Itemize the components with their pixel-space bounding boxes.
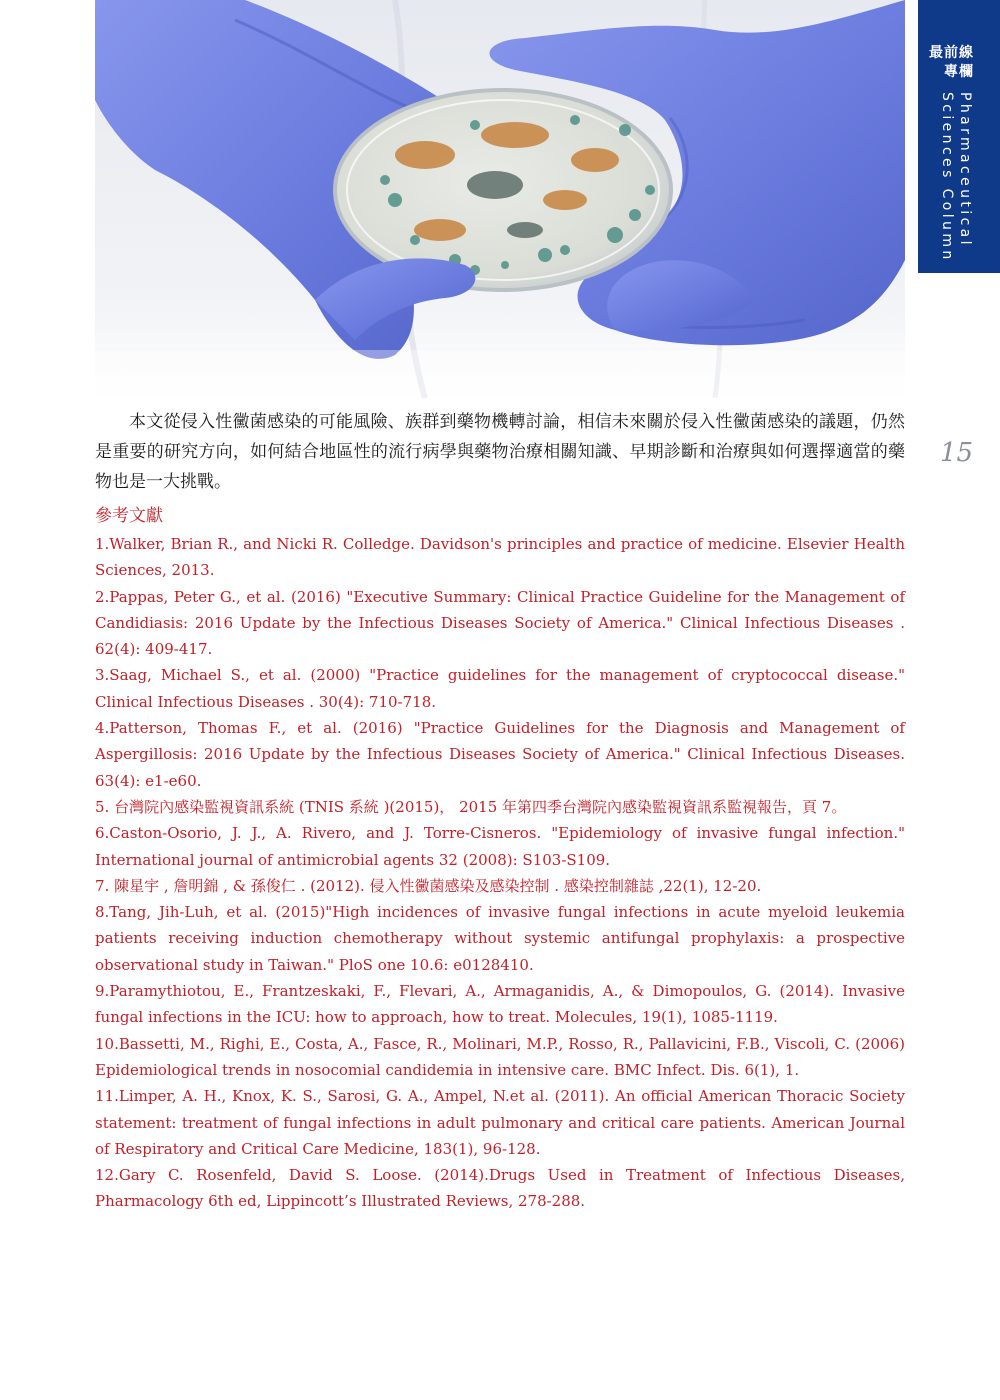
gloved-hands-petri-dish-image bbox=[95, 0, 905, 398]
reference-item: 9.Paramythiotou, E., Frantzeskaki, F., Flevari, A., Armaganidis, A., & Dimopoulos, G. (2014). Invasive fungal infections in the ICU: how to approach, how to treat. Molecules, 19(1), 1085-1119. bbox=[95, 982, 905, 1027]
reference-item: 1.Walker, Brian R., and Nicki R. Colledge. Davidson's principles and practice of medicine. Elsevier Health Sciences, 2013. bbox=[95, 535, 905, 580]
reference-item: 3.Saag, Michael S., et al. (2000) "Practice guidelines for the management of cryptococcal disease." Clinical Infectious Diseases . 30(4): 710-718. bbox=[95, 666, 905, 711]
reference-item: 4.Patterson, Thomas F., et al. (2016) "Practice Guidelines for the Diagnosis and Management of Aspergillosis: 2016 Update by the Infectious Diseases Society of America." Clinical Infectious Diseases. 63(4): e1-e60. bbox=[95, 719, 905, 790]
reference-item: 12.Gary C. Rosenfeld, David S. Loose. (2014).Drugs Used in Treatment of Infectious Diseases, Pharmacology 6th ed, Lippincott’s Illustrated Reviews, 278-288. bbox=[95, 1166, 905, 1211]
references-section bbox=[95, 503, 905, 1215]
column-english-line2: Sciences Column bbox=[939, 92, 955, 263]
page-number: 15 bbox=[940, 438, 974, 468]
references-title: 參考文獻 bbox=[95, 506, 163, 526]
reference-item: 7. 陳星宇 , 詹明錦 , & 孫俊仁 . (2012). 侵入性黴菌感染及感染控制 . 感染控制雜誌 ,22(1), 12-20. bbox=[95, 876, 762, 895]
column-title-line2: 專欄 bbox=[944, 64, 974, 80]
intro-paragraph: 本文從侵入性黴菌感染的可能風險、族群到藥物機轉討論，相信未來關於侵入性黴菌感染的議題，仍然是重要的研究方向，如何結合地區性的流行病學與藥物治療相關知識、早期診斷和治療與如何選擇適當的藥物也是一大挑戰。 bbox=[95, 412, 905, 492]
reference-item: 2.Pappas, Peter G., et al. (2016) "Executive Summary: Clinical Practice Guideline for the Management of Candidiasis: 2016 Update by the Infectious Diseases Society of America." Clinical Infectious Diseases . 62(4): 409-417. bbox=[95, 587, 905, 659]
column-english-title bbox=[938, 92, 974, 263]
column-title-line1: 最前線 bbox=[929, 45, 974, 61]
reference-item: 10.Bassetti, M., Righi, E., Costa, A., Fasce, R., Molinari, M.P., Rosso, R., Pallavicini, F.B., Viscoli, C. (2006) Epidemiological trends in nosocomial candidemia in intensive care. BMC Infect. Dis. 6(1), 1. bbox=[95, 1034, 905, 1079]
reference-item: 5. 台灣院內感染監視資訊系統 (TNIS 系統 )(2015)， 2015 年第四季台灣院內感染監視資訊系監視報告，頁 7。 bbox=[95, 797, 847, 816]
reference-item: 8.Tang, Jih-Luh, et al. (2015)"High incidences of invasive fungal infections in acute myeloid leukemia patients receiving induction chemotherapy without systemic antifungal prophylaxis: a prospective observational study in Taiwan." PloS one 10.6: e0128410. bbox=[95, 903, 905, 974]
column-english-line1: Pharmaceutical bbox=[957, 92, 973, 248]
column-title bbox=[929, 44, 974, 82]
reference-item: 11.Limper, A. H., Knox, K. S., Sarosi, G. A., Ampel, N.et al. (2011). An official American Thoracic Society statement: treatment of fungal infections in adult pulmonary and critical care patients. American Journal of Respiratory and Critical Care Medicine, 183(1), 96-128. bbox=[95, 1087, 905, 1158]
reference-item: 6.Caston-Osorio, J. J., A. Rivero, and J. Torre-Cisneros. "Epidemiology of invasive fungal infection." International journal of antimicrobial agents 32 (2008): S103-S109. bbox=[95, 824, 905, 869]
